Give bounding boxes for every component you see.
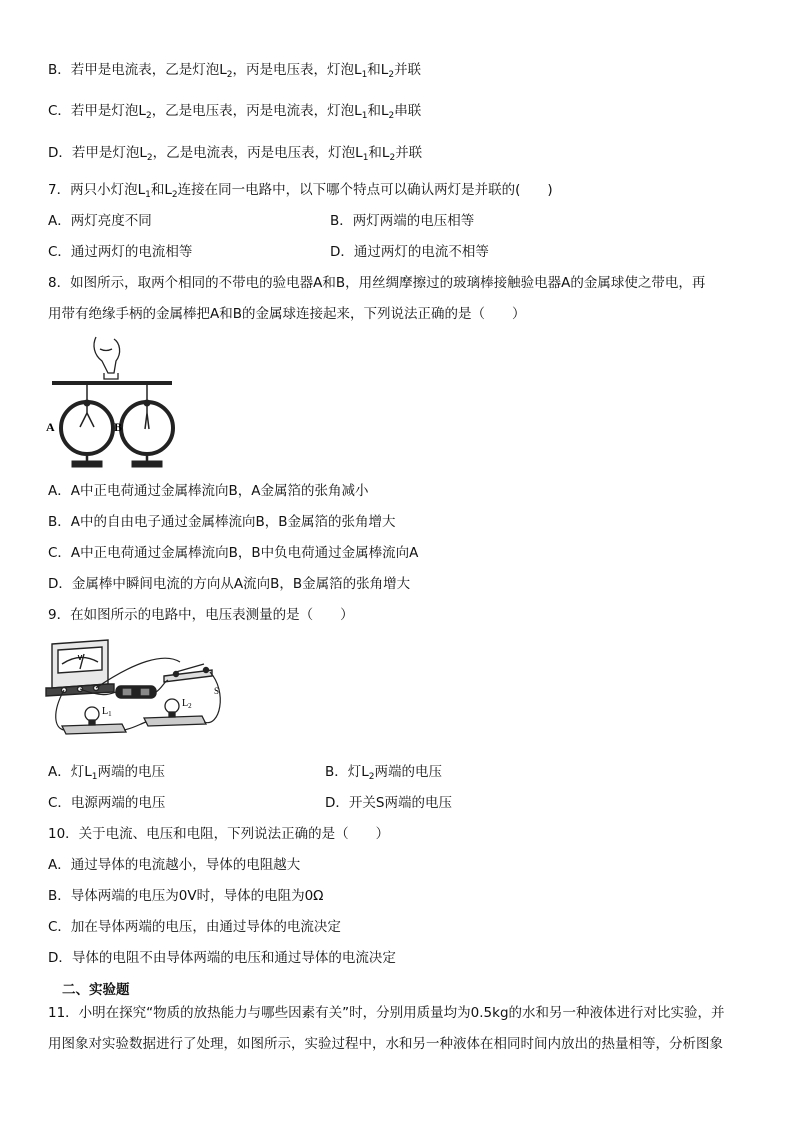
q9-option-a: A．灯$L_1$两端的电压	[48, 764, 165, 782]
q9-option-d: D．开关S两端的电压	[325, 795, 452, 811]
switch-icon	[164, 664, 212, 682]
electroscope-a-icon	[61, 385, 113, 467]
voltmeter-label: V	[77, 655, 83, 662]
battery-icon	[116, 686, 156, 698]
q8-stem-line2: 用带有绝缘手柄的金属棒把A和B的金属球连接起来，下列说法正确的是（ ）	[48, 306, 526, 322]
q9-option-c: C．电源两端的电压	[48, 795, 166, 811]
q8-option-b: B．A中的自由电子通过金属棒流向B，B金属箔的张角增大	[48, 514, 396, 530]
lamp-l2-label: $L_2$	[182, 698, 192, 710]
q6-option-b: B．若甲是电流表，乙是灯泡$L_2$，丙是电压表，灯泡$L_1$和$L_2$并联	[48, 62, 422, 80]
q10-option-c: C．加在导体两端的电压，由通过导体的电流决定	[48, 919, 341, 935]
q6-option-c: C．若甲是灯泡$L_2$，乙是电压表，丙是电流表，灯泡$L_1$和$L_2$串联	[48, 103, 422, 121]
q8-stem-line1: 8．如图所示，取两个相同的不带电的验电器A和B，用丝绸摩擦过的玻璃棒接触验电器A的金属球使之带电，再	[48, 275, 706, 291]
electroscope-figure	[44, 333, 179, 473]
label-b: B	[114, 420, 123, 434]
label-a: A	[46, 420, 55, 434]
q10-option-d: D．导体的电阻不由导体两端的电压和通过导体的电流决定	[48, 950, 396, 966]
hand-icon	[94, 337, 120, 379]
section-title: 二、实验题	[62, 982, 130, 998]
q9-stem: 9．在如图所示的电路中，电压表测量的是（ ）	[48, 607, 354, 623]
q8-option-d: D．金属棒中瞬间电流的方向从A流向B，B金属箔的张角增大	[48, 576, 411, 592]
switch-label: S	[214, 686, 220, 696]
q10-option-a: A．通过导体的电流越小，导体的电阻越大	[48, 857, 301, 873]
q7-option-d: D．通过两灯的电流不相等	[330, 244, 489, 260]
circuit-figure	[44, 632, 230, 750]
lamp-l1-label: $L_1$	[102, 706, 112, 718]
q8-option-a: A．A中正电荷通过金属棒流向B，A金属箔的张角减小	[48, 483, 369, 499]
q11-line2: 用图象对实验数据进行了处理，如图所示，实验过程中，水和另一种液体在相同时间内放出的热量相等，分析图象	[48, 1036, 723, 1052]
voltmeter-icon	[46, 640, 114, 696]
q7-stem: 7．两只小灯泡$L_1$和$L_2$连接在同一电路中，以下哪个特点可以确认两灯是并联的( )	[48, 182, 553, 200]
q7-option-b: B．两灯两端的电压相等	[330, 213, 475, 229]
metal-rod	[52, 381, 172, 385]
q7-option-c: C．通过两灯的电流相等	[48, 244, 193, 260]
q9-option-b: B．灯$L_2$两端的电压	[325, 764, 443, 782]
q10-option-b: B．导体两端的电压为0V时，导体的电阻为0Ω	[48, 888, 324, 904]
q11-line1: 11．小明在探究“物质的放热能力与哪些因素有关”时，分别用质量均为0.5kg的水和另一种液体进行对比实验，并	[48, 1005, 725, 1021]
electroscope-b-icon	[121, 385, 173, 467]
q7-option-a: A．两灯亮度不同	[48, 213, 152, 229]
lamp-l1-icon	[62, 707, 126, 734]
q8-option-c: C．A中正电荷通过金属棒流向B，B中负电荷通过金属棒流向A	[48, 545, 419, 561]
q6-option-d: D．若甲是灯泡$L_2$，乙是电流表，丙是电压表，灯泡$L_1$和$L_2$并联	[48, 145, 423, 163]
q10-stem: 10．关于电流、电压和电阻，下列说法正确的是（ ）	[48, 826, 390, 842]
lamp-l2-icon	[144, 699, 206, 726]
